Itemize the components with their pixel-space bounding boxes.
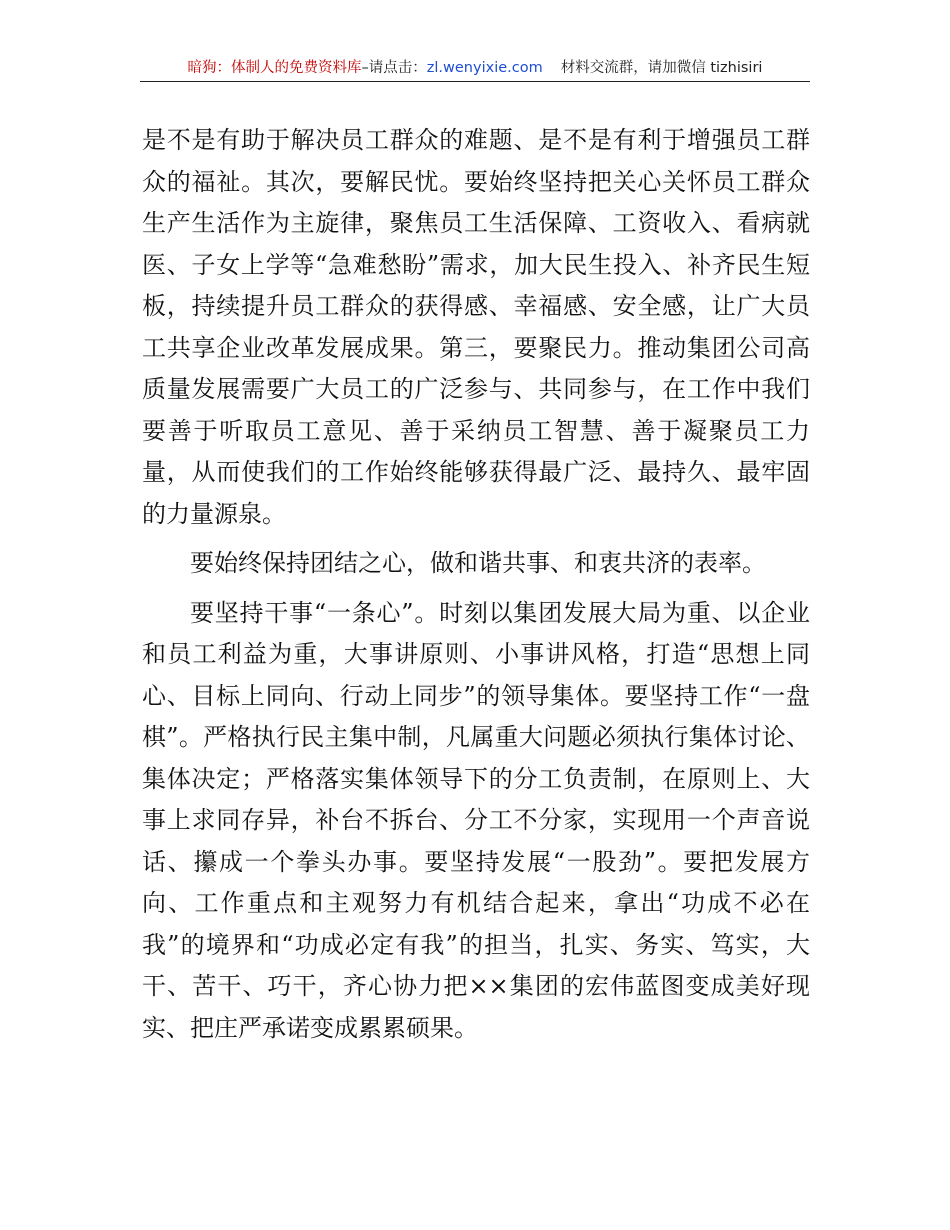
header-group-note: 材料交流群，请加微信 tizhisiri [560,60,763,76]
document-body [142,120,810,1049]
page-header [140,56,810,80]
header-divider [140,81,810,82]
header-brand: 暗狗：体制人的免费资料库 [187,60,362,76]
paragraph-heading: 要始终保持团结之心，做和谐共事、和衷共济的表率。 [190,549,766,577]
paragraph-body: 要坚持干事“一条心”。时刻以集团发展大局为重、以企业和员工利益为重，大事讲原则、小事讲风格，打造“思想上同心、目标上同向、行动上同步”的领导集体。要坚持工作“一盘棋”。严格执行民主集中制，凡属重大问题必须执行集体讨论、集体决定；严格落实集体领导下的分工负责制，在原则上、大事上求同存异，补台不拆台、分工不分家，实现用一个声音说话、攥成一个拳头办事。要坚持发展“一股劲”。要把发展方向、工作重点和主观努力有机结合起来，拿出“功成不必在我”的境界和“功成必定有我”的担当，扎实、务实、笃实，大干、苦干、巧干，齐心协力把××集团的宏伟蓝图变成美好现实、把庄严承诺变成累累硕果。 [142,598,810,1042]
header-link[interactable]: zl.wenyixie.com [426,60,543,76]
header-prompt: –请点击： [361,60,427,76]
paragraph-continued: 是不是有助于解决员工群众的难题、是不是有利于增强员工群众的福祉。其次，要解民忧。要始终坚持把关心关怀员工群众生产生活作为主旋律，聚焦员工生活保障、工资收入、看病就医、子女上学等“急难愁盼”需求，加大民生投入、补齐民生短板，持续提升员工群众的获得感、幸福感、安全感，让广大员工共享企业改革发展成果。第三，要聚民力。推动集团公司高质量发展需要广大员工的广泛参与、共同参与，在工作中我们要善于听取员工意见、善于采纳员工智慧、善于凝聚员工力量，从而使我们的工作始终能够获得最广泛、最持久、最牢固的力量源泉。 [142,126,810,528]
